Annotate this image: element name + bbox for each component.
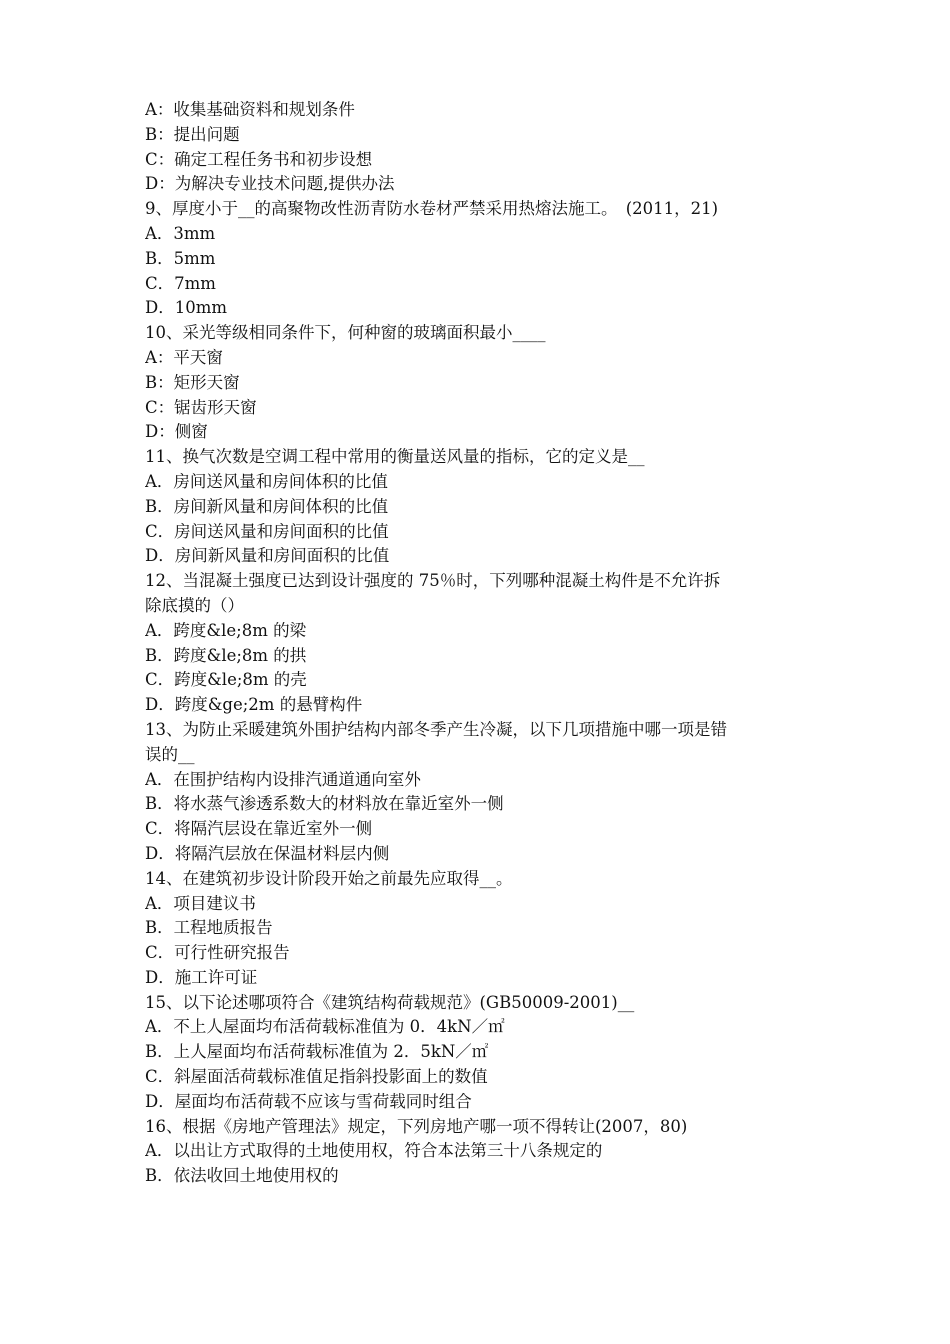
option-b: B．工程地质报告: [145, 918, 273, 938]
question-13: 13、为防止采暖建筑外围护结构内部冬季产生冷凝，以下几项措施中哪一项是错: [145, 719, 727, 739]
option-c: C．将隔汽层设在靠近室外一侧: [145, 819, 373, 839]
option-d: D．施工许可证: [145, 967, 258, 987]
question-10: 10、采光等级相同条件下，何种窗的玻璃面积最小____: [145, 323, 546, 343]
option-a: A．3mm: [145, 223, 216, 243]
option-d: D．屋面均布活荷载不应该与雪荷载同时组合: [145, 1091, 472, 1111]
option-b: B．房间新风量和房间体积的比值: [145, 496, 389, 516]
option-a: A．在围护结构内设排汽通道通向室外: [145, 769, 421, 789]
option-d: D：为解决专业技术问题,提供办法: [145, 174, 395, 194]
question-12-continued: 除底摸的（）: [145, 595, 244, 615]
option-d: D．跨度&ge;2m 的悬臂构件: [145, 695, 363, 715]
option-d: D．10mm: [145, 298, 228, 318]
option-c: C：确定工程任务书和初步设想: [145, 149, 373, 169]
option-b: B：矩形天窗: [145, 372, 240, 392]
question-13-continued: 误的__: [145, 744, 195, 764]
option-a: A．以出让方式取得的土地使用权，符合本法第三十八条规定的: [145, 1141, 603, 1161]
option-a: A．项目建议书: [145, 893, 256, 913]
option-c: C．房间送风量和房间面积的比值: [145, 521, 389, 541]
question-9: 9、厚度小于__的高聚物改性沥青防水卷材严禁采用热熔法施工。 (2011，21): [145, 199, 719, 219]
option-b: B：提出问题: [145, 124, 240, 144]
option-c: C．可行性研究报告: [145, 943, 290, 963]
option-b: B．跨度&le;8m 的拱: [145, 645, 307, 665]
option-b: B．将水蒸气渗透系数大的材料放在靠近室外一侧: [145, 794, 504, 814]
question-14: 14、在建筑初步设计阶段开始之前最先应取得__。: [145, 868, 513, 888]
option-d: D．房间新风量和房间面积的比值: [145, 546, 390, 566]
question-12: 12、当混凝土强度已达到设计强度的 75％时，下列哪种混凝土构件是不允许拆: [145, 571, 721, 591]
option-b: B．依法收回土地使用权的: [145, 1166, 339, 1186]
option-a: A．不上人屋面均布活荷载标准值为 0．4kN／㎡: [145, 1017, 505, 1037]
option-d: D．将隔汽层放在保温材料层内侧: [145, 843, 390, 863]
option-c: C．7mm: [145, 273, 216, 293]
question-11: 11、换气次数是空调工程中常用的衡量送风量的指标，它的定义是__: [145, 447, 645, 467]
option-a: A：收集基础资料和规划条件: [145, 100, 355, 119]
option-c: C．斜屋面活荷载标准值足指斜投影面上的数值: [145, 1067, 488, 1087]
option-b: B．上人屋面均布活荷载标准值为 2．5kN／㎡: [145, 1042, 489, 1062]
option-a: A：平天窗: [145, 347, 223, 367]
option-d: D：侧窗: [145, 422, 208, 442]
option-a: A．跨度&le;8m 的梁: [145, 620, 307, 640]
option-c: C：锯齿形天窗: [145, 397, 257, 417]
option-b: B．5mm: [145, 248, 216, 268]
question-16: 16、根据《房地产管理法》规定，下列房地产哪一项不得转让(2007，80): [145, 1116, 688, 1136]
question-15: 15、以下论述哪项符合《建筑结构荷载规范》(GB50009-2001)__: [145, 992, 635, 1012]
document-page: [145, 98, 810, 1189]
option-a: A．房间送风量和房间体积的比值: [145, 471, 388, 491]
option-c: C．跨度&le;8m 的壳: [145, 670, 307, 690]
